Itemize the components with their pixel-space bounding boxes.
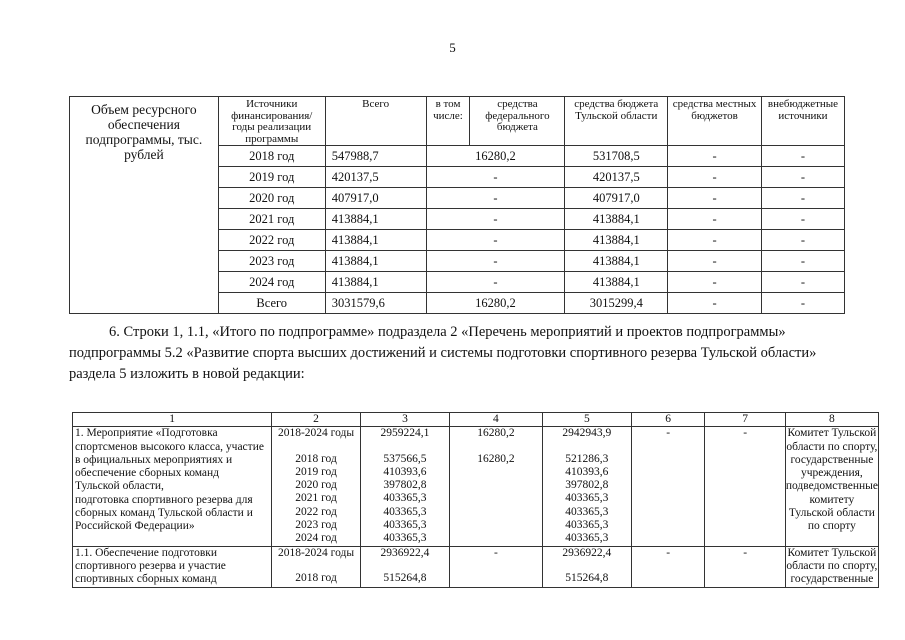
local-cell: - — [668, 272, 762, 293]
value-year: 515264,8 — [383, 571, 427, 584]
value-year: 397802,8 — [565, 479, 609, 492]
year-cell: Всего — [218, 293, 325, 314]
executor-cell — [785, 546, 878, 587]
value-year: 403365,3 — [565, 505, 609, 518]
col-number: 3 — [360, 413, 449, 427]
year-label: 2021 год — [295, 492, 337, 505]
col3-values — [360, 427, 449, 546]
executor-line: Комитет Тульской — [787, 427, 877, 440]
total-cell: 413884,1 — [325, 209, 426, 230]
executor-line: Комитет Тульской — [787, 546, 877, 559]
page-number: 5 — [449, 40, 456, 55]
federal-cell: 16280,2 — [426, 146, 565, 167]
col5-values — [542, 427, 631, 546]
local-cell: - — [668, 167, 762, 188]
col-number: 2 — [272, 413, 361, 427]
executor-line: комитету — [809, 493, 855, 506]
federal-cell: 16280,2 — [426, 293, 565, 314]
col6-value: - — [631, 427, 705, 546]
col-number: 8 — [785, 413, 878, 427]
total-cell: 413884,1 — [325, 272, 426, 293]
desc-line: 1. Мероприятие «Подготовка — [75, 427, 218, 440]
extra-cell: - — [761, 293, 844, 314]
col5-values — [542, 546, 631, 587]
desc-line: Российской Федерации» — [75, 520, 195, 533]
total-cell: 413884,1 — [325, 230, 426, 251]
extra-cell: - — [761, 146, 844, 167]
year-cell: 2021 год — [218, 209, 325, 230]
total-cell: 547988,7 — [325, 146, 426, 167]
year-cell: 2022 год — [218, 230, 325, 251]
col4-values — [450, 427, 543, 546]
extra-cell: - — [761, 230, 844, 251]
value-year: 403365,3 — [383, 505, 427, 518]
col4-value: - — [450, 546, 543, 587]
col6-value: - — [631, 546, 705, 587]
header-federal: средства федерального бюджета — [470, 97, 565, 146]
regional-cell: 3015299,4 — [565, 293, 668, 314]
header-regional: средства бюджета Тульской области — [565, 97, 668, 146]
regional-cell: 413884,1 — [565, 272, 668, 293]
federal-cell: - — [426, 230, 565, 251]
header-sources: Источники финансирования/ годы реализации программы — [218, 97, 325, 146]
extra-cell: - — [761, 209, 844, 230]
resource-row-label: Объем ресурсного обеспечения подпрограммы, тыс. рублей — [70, 97, 219, 314]
regional-cell: 531708,5 — [565, 146, 668, 167]
year-label: 2024 год — [295, 532, 337, 545]
period-cell — [272, 546, 361, 587]
total-cell: 413884,1 — [325, 251, 426, 272]
federal-cell: - — [426, 188, 565, 209]
activity-row-1-1 — [73, 546, 879, 587]
desc-line: подготовка спортивного резерва для — [75, 493, 253, 506]
regional-cell: 413884,1 — [565, 251, 668, 272]
col-number: 4 — [450, 413, 543, 427]
year-cell: 2020 год — [218, 188, 325, 209]
activity-description — [73, 427, 272, 546]
total-cell: 3031579,6 — [325, 293, 426, 314]
local-cell: - — [668, 251, 762, 272]
year-label: 2018 год — [295, 571, 337, 584]
desc-line: 1.1. Обеспечение подготовки — [75, 546, 218, 559]
executor-line: государственные — [790, 573, 874, 586]
year-label: 2019 год — [295, 465, 337, 478]
year-label: 2022 год — [295, 505, 337, 518]
period-cell — [272, 427, 361, 546]
header-total: Всего — [325, 97, 426, 146]
year-cell: 2023 год — [218, 251, 325, 272]
regional-cell: 413884,1 — [565, 209, 668, 230]
col7-value: - — [705, 546, 785, 587]
value-year: 537566,5 — [383, 452, 427, 465]
value-year: 403365,3 — [383, 519, 427, 532]
amendment-paragraph — [69, 322, 845, 385]
paragraph-line: подпрограммы 5.2 «Развитие спорта высших достижений и системы подготовки спортивного резерва Тульской области» — [69, 345, 817, 361]
total-cell: 407917,0 — [325, 188, 426, 209]
year-label: 2018 год — [295, 452, 337, 465]
executor-line: подведомственные — [785, 480, 878, 493]
value-year: 403365,3 — [565, 532, 609, 545]
executor-line: области по спорту, — [786, 440, 878, 453]
year-cell: 2019 год — [218, 167, 325, 188]
local-cell: - — [668, 188, 762, 209]
col-number: 7 — [705, 413, 785, 427]
value-year: 16280,2 — [477, 452, 515, 465]
paragraph-line: 6. Строки 1, 1.1, «Итого по подпрограмме» подраздела 2 «Перечень мероприятий и проектов подпрограммы» — [109, 324, 786, 340]
year-label: 2020 год — [295, 479, 337, 492]
desc-line: обеспечение сборных команд — [75, 467, 220, 480]
period-total: 2018-2024 годы — [277, 546, 355, 559]
value-year: 515264,8 — [565, 571, 609, 584]
header-extrabudget: внебюджетные источники — [761, 97, 844, 146]
header-including: в том числе: — [426, 97, 470, 146]
local-cell: - — [668, 293, 762, 314]
activity-description — [73, 546, 272, 587]
extra-cell: - — [761, 188, 844, 209]
desc-line: сборных команд Тульской области и — [75, 507, 253, 520]
executor-line: по спорту — [807, 520, 856, 533]
year-cell: 2018 год — [218, 146, 325, 167]
col-number: 6 — [631, 413, 705, 427]
local-cell: - — [668, 230, 762, 251]
value-year: 397802,8 — [383, 479, 427, 492]
value-year: 403365,3 — [383, 532, 427, 545]
value-year: 403365,3 — [383, 492, 427, 505]
year-label: 2023 год — [295, 519, 337, 532]
col7-value: - — [705, 427, 785, 546]
value-total: 2942943,9 — [562, 427, 612, 440]
federal-cell: - — [426, 209, 565, 230]
col-number: 5 — [542, 413, 631, 427]
executor-line: области по спорту, — [786, 559, 878, 572]
desc-line: Тульской области, — [75, 480, 164, 493]
value-total: 2936922,4 — [380, 546, 430, 559]
federal-cell: - — [426, 167, 565, 188]
total-cell: 420137,5 — [325, 167, 426, 188]
federal-cell: - — [426, 272, 565, 293]
desc-line: спортсменов высокого класса, участие — [75, 440, 264, 453]
regional-cell: 420137,5 — [565, 167, 668, 188]
col-number: 1 — [73, 413, 272, 427]
value-year: 521286,3 — [565, 452, 609, 465]
column-number-row — [73, 413, 879, 427]
extra-cell: - — [761, 251, 844, 272]
value-year: 410393,6 — [383, 465, 427, 478]
executor-line: Тульской области — [788, 507, 875, 520]
regional-cell: 413884,1 — [565, 230, 668, 251]
executor-cell — [785, 427, 878, 546]
regional-cell: 407917,0 — [565, 188, 668, 209]
executor-line: учреждения, — [801, 467, 863, 480]
activity-row-1 — [73, 427, 879, 546]
desc-line: спортивного резерва и участие — [75, 559, 226, 572]
activities-table — [72, 412, 879, 588]
paragraph-line: раздела 5 изложить в новой редакции: — [69, 366, 305, 382]
desc-line: спортивных сборных команд — [75, 573, 217, 586]
period-total: 2018-2024 годы — [277, 427, 355, 440]
value-total: 2936922,4 — [562, 546, 612, 559]
extra-cell: - — [761, 167, 844, 188]
executor-line: государственные — [790, 453, 874, 466]
value-year: 403365,3 — [565, 492, 609, 505]
value-year: 410393,6 — [565, 465, 609, 478]
value-total: 2959224,1 — [380, 427, 430, 440]
value-year: 403365,3 — [565, 519, 609, 532]
header-local: средства местных бюджетов — [668, 97, 762, 146]
federal-cell: - — [426, 251, 565, 272]
extra-cell: - — [761, 272, 844, 293]
local-cell: - — [668, 209, 762, 230]
desc-line: в официальных мероприятиях и — [75, 453, 233, 466]
col3-values — [360, 546, 449, 587]
local-cell: - — [668, 146, 762, 167]
value-total: 16280,2 — [477, 427, 515, 440]
resource-table — [69, 96, 845, 314]
year-cell: 2024 год — [218, 272, 325, 293]
